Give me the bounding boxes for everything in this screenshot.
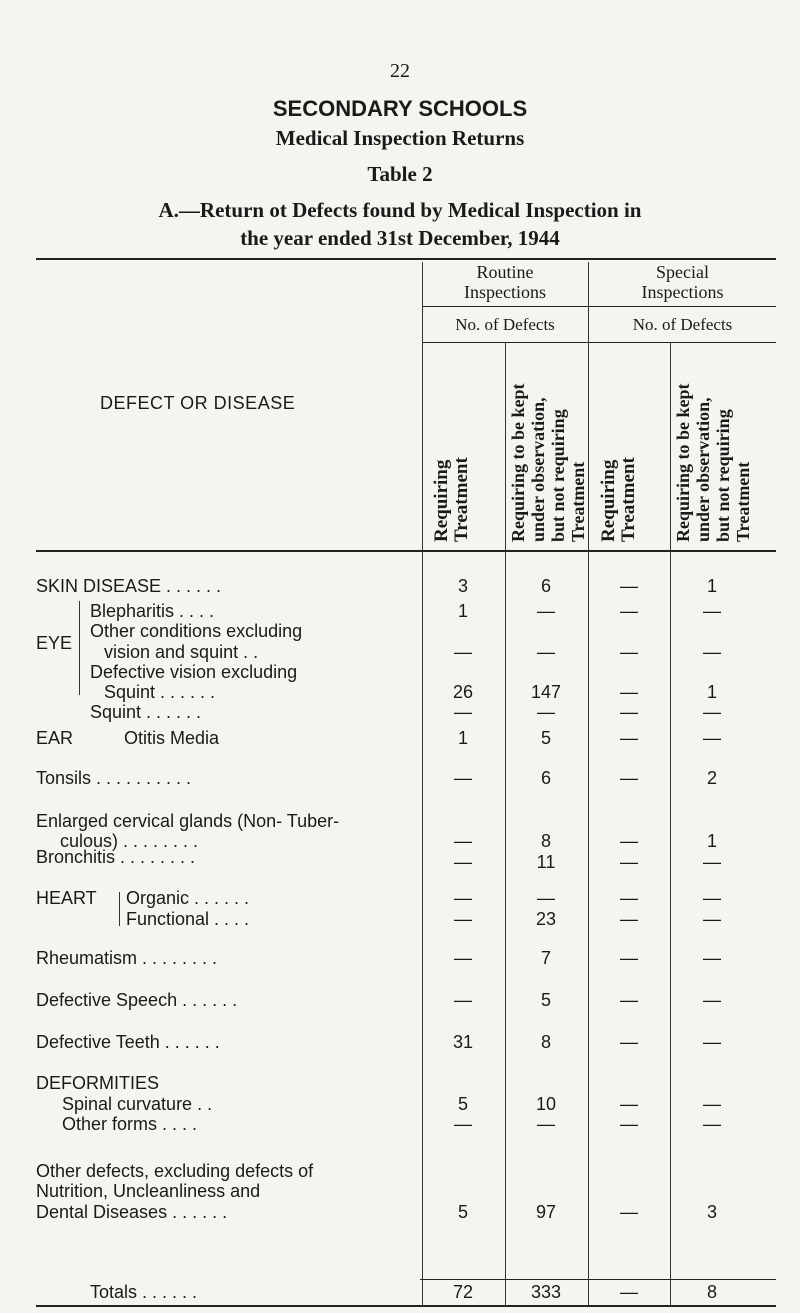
value-cell: — — [620, 831, 638, 851]
document-subtitle: Medical Inspection Returns — [275, 126, 525, 150]
row-label: Tonsils . . . . . . . . . . — [36, 768, 192, 788]
totals-top-rule — [420, 1279, 776, 1280]
special-inspections-header: Special Inspections — [641, 262, 724, 302]
value-cell: 5 — [457, 1094, 468, 1114]
value-cell: — — [620, 1094, 638, 1114]
value-cell: — — [537, 888, 555, 908]
value-cell: — — [454, 642, 472, 662]
value-cell: — — [703, 888, 721, 908]
value-cell: — — [703, 852, 721, 872]
value-cell: — — [703, 1032, 721, 1052]
value-cell: 5 — [457, 1202, 468, 1222]
value-cell: 11 — [536, 852, 556, 872]
row-label: Other forms . . . . — [62, 1114, 198, 1134]
defect-or-disease-header: DEFECT OR DISEASE — [100, 393, 296, 413]
col-divider-4 — [670, 342, 671, 1305]
value-cell: — — [620, 682, 638, 702]
value-cell: 8 — [540, 1032, 551, 1052]
row-label: Other conditions excluding — [90, 621, 303, 641]
group-label-ear: EAR — [36, 728, 74, 748]
value-cell: — — [620, 990, 638, 1010]
value-cell: 31 — [452, 1032, 474, 1052]
value-cell: 3 — [457, 576, 468, 596]
value-cell: 1 — [706, 831, 717, 851]
value-cell: — — [620, 1114, 638, 1134]
value-cell: — — [620, 948, 638, 968]
eye-brace — [79, 601, 80, 695]
totals-label: Totals . . . . . . — [90, 1282, 198, 1302]
table-number: Table 2 — [367, 162, 433, 186]
row-label: Otitis Media — [124, 728, 220, 748]
value-cell: — — [620, 888, 638, 908]
value-cell: — — [620, 642, 638, 662]
col-divider-2 — [505, 342, 506, 1305]
value-cell: 147 — [530, 682, 562, 702]
value-cell: — — [620, 768, 638, 788]
value-cell: — — [703, 948, 721, 968]
value-cell: 3 — [706, 1202, 717, 1222]
value-cell: — — [703, 601, 721, 621]
value-cell: — — [620, 1032, 638, 1052]
group-label-heart: HEART — [36, 888, 97, 908]
heart-brace — [119, 892, 120, 926]
row-label: Blepharitis . . . . — [90, 601, 215, 621]
value-cell: — — [454, 831, 472, 851]
value-cell: — — [620, 909, 638, 929]
row-label: Defective Teeth . . . . . . — [36, 1032, 220, 1052]
value-cell: — — [537, 642, 555, 662]
value-cell: — — [620, 702, 638, 722]
row-label: Spinal curvature . . — [62, 1094, 213, 1114]
row-label: Defective vision excluding — [90, 662, 298, 682]
value-cell: — — [537, 702, 555, 722]
routine-inspections-header: Routine Inspections — [464, 262, 546, 302]
group-label-eye: EYE — [36, 633, 73, 653]
routine-no-defects-header: No. of Defects — [455, 315, 555, 334]
value-cell: 7 — [540, 948, 551, 968]
value-cell: — — [703, 990, 721, 1010]
row-label: vision and squint . . — [104, 642, 259, 662]
value-cell: — — [454, 1114, 472, 1134]
routine-requiring-treatment-header: Requiring Treatment — [431, 457, 472, 542]
total-cell: — — [620, 1282, 638, 1302]
special-no-defects-header: No. of Defects — [632, 315, 733, 334]
value-cell: — — [454, 990, 472, 1010]
row-label: Dental Diseases . . . . . . — [36, 1202, 228, 1222]
value-cell: 23 — [535, 909, 557, 929]
value-cell: — — [620, 728, 638, 748]
value-cell: — — [454, 888, 472, 908]
col-divider-1 — [422, 262, 423, 1305]
row-label: Other defects, excluding defects of — [36, 1161, 314, 1181]
row-label: DEFORMITIES — [36, 1073, 160, 1093]
value-cell: 5 — [540, 728, 551, 748]
value-cell: 1 — [457, 728, 468, 748]
row-label: Functional . . . . — [126, 909, 250, 929]
value-cell: — — [620, 601, 638, 621]
value-cell: 8 — [540, 831, 551, 851]
value-cell: — — [703, 1114, 721, 1134]
routine-observation-header: Requiring to be kept under observation, but not requiring Treatment — [508, 383, 588, 542]
value-cell: — — [620, 1202, 638, 1222]
value-cell: — — [703, 728, 721, 748]
table-caption-line2: the year ended 31st December, 1944 — [240, 226, 560, 250]
value-cell: — — [454, 852, 472, 872]
value-cell: — — [620, 576, 638, 596]
table-caption-line1: A.—Return ot Defects found by Medical Inspection in — [158, 198, 642, 222]
row-label: Rheumatism . . . . . . . . — [36, 948, 218, 968]
row-label: Squint . . . . . . — [104, 682, 216, 702]
row-label: Enlarged cervical glands (Non- Tuber- — [36, 811, 340, 831]
value-cell: 5 — [540, 990, 551, 1010]
value-cell: 2 — [706, 768, 717, 788]
header-rule-1 — [422, 306, 776, 307]
value-cell: 97 — [535, 1202, 557, 1222]
row-label: Squint . . . . . . — [90, 702, 202, 722]
value-cell: — — [454, 948, 472, 968]
value-cell: — — [620, 852, 638, 872]
header-rule-2 — [422, 342, 776, 343]
table-bottom-rule — [36, 1305, 776, 1307]
value-cell: — — [537, 1114, 555, 1134]
row-label: Bronchitis . . . . . . . . — [36, 847, 196, 867]
total-cell: 333 — [530, 1282, 562, 1302]
value-cell: — — [703, 909, 721, 929]
value-cell: — — [703, 642, 721, 662]
value-cell: 10 — [535, 1094, 557, 1114]
row-label: culous) . . . . . . . . — [60, 831, 199, 851]
value-cell: 26 — [452, 682, 474, 702]
total-cell: 8 — [706, 1282, 717, 1302]
value-cell: — — [703, 1094, 721, 1114]
row-label: SKIN DISEASE . . . . . . — [36, 576, 222, 596]
table-top-rule — [36, 258, 776, 260]
value-cell: — — [454, 702, 472, 722]
value-cell: 1 — [706, 576, 717, 596]
special-requiring-treatment-header: Requiring Treatment — [598, 457, 639, 542]
total-cell: 72 — [452, 1282, 474, 1302]
value-cell: — — [454, 768, 472, 788]
header-bottom-rule — [36, 550, 776, 552]
row-label: Defective Speech . . . . . . — [36, 990, 238, 1010]
special-observation-header: Requiring to be kept under observation, but not requiring Treatment — [673, 383, 753, 542]
value-cell: — — [454, 909, 472, 929]
row-label: Organic . . . . . . — [126, 888, 250, 908]
value-cell: 6 — [540, 768, 551, 788]
document-title: SECONDARY SCHOOLS — [272, 96, 528, 121]
row-label: Nutrition, Uncleanliness and — [36, 1181, 261, 1201]
value-cell: — — [537, 601, 555, 621]
page-number: 22 — [390, 60, 410, 82]
value-cell: 1 — [457, 601, 468, 621]
value-cell: — — [703, 702, 721, 722]
value-cell: 6 — [540, 576, 551, 596]
value-cell: 1 — [706, 682, 717, 702]
